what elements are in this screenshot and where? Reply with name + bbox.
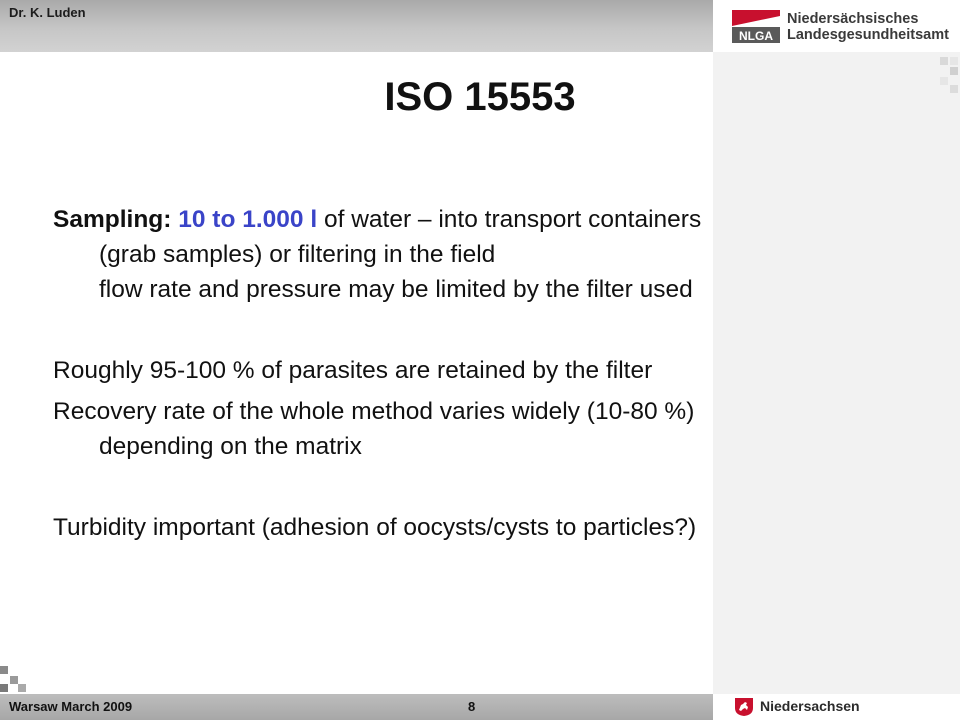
slide-title: ISO 15553 [384,75,576,119]
footer-date: Warsaw March 2009 [9,699,133,714]
recovery-line-1: Recovery rate of the whole method varies widely (10-80 %) [53,398,695,425]
nlga-logo-text [787,11,949,43]
nlga-logo [713,0,960,52]
logo-line1: Niedersächsisches [787,11,919,27]
decorative-squares-bottom-icon [0,664,28,694]
sampling-line-3: flow rate and pressure may be limited by the filter used [99,276,693,303]
page-number: 8 [468,699,476,714]
sampling-label: Sampling: [53,206,172,233]
author-name: Dr. K. Luden [9,5,86,20]
sampling-amount: 10 to 1.000 l [178,206,318,233]
header-bar [0,0,713,52]
nlga-mark-text: NLGA [739,29,773,43]
sampling-line-2: (grab samples) or filtering in the field [99,241,496,268]
footer-bar [0,694,713,720]
sampling-rest: of water – into transport containers [317,206,702,233]
niedersachsen-logo [713,694,960,720]
retention-line: Roughly 95-100 % of parasites are retained by the filter [53,357,653,384]
nlga-logo-icon [732,10,780,43]
logo-line2: Landesgesundheitsamt [787,27,949,43]
sampling-line-1 [53,202,913,237]
horse-crest-icon [734,697,754,717]
turbidity-line: Turbidity important (adhesion of oocysts/cysts to particles?) [53,514,697,541]
slide-body [53,202,913,545]
recovery-line-2: depending on the matrix [99,433,362,460]
niedersachsen-text: Niedersachsen [760,698,860,714]
